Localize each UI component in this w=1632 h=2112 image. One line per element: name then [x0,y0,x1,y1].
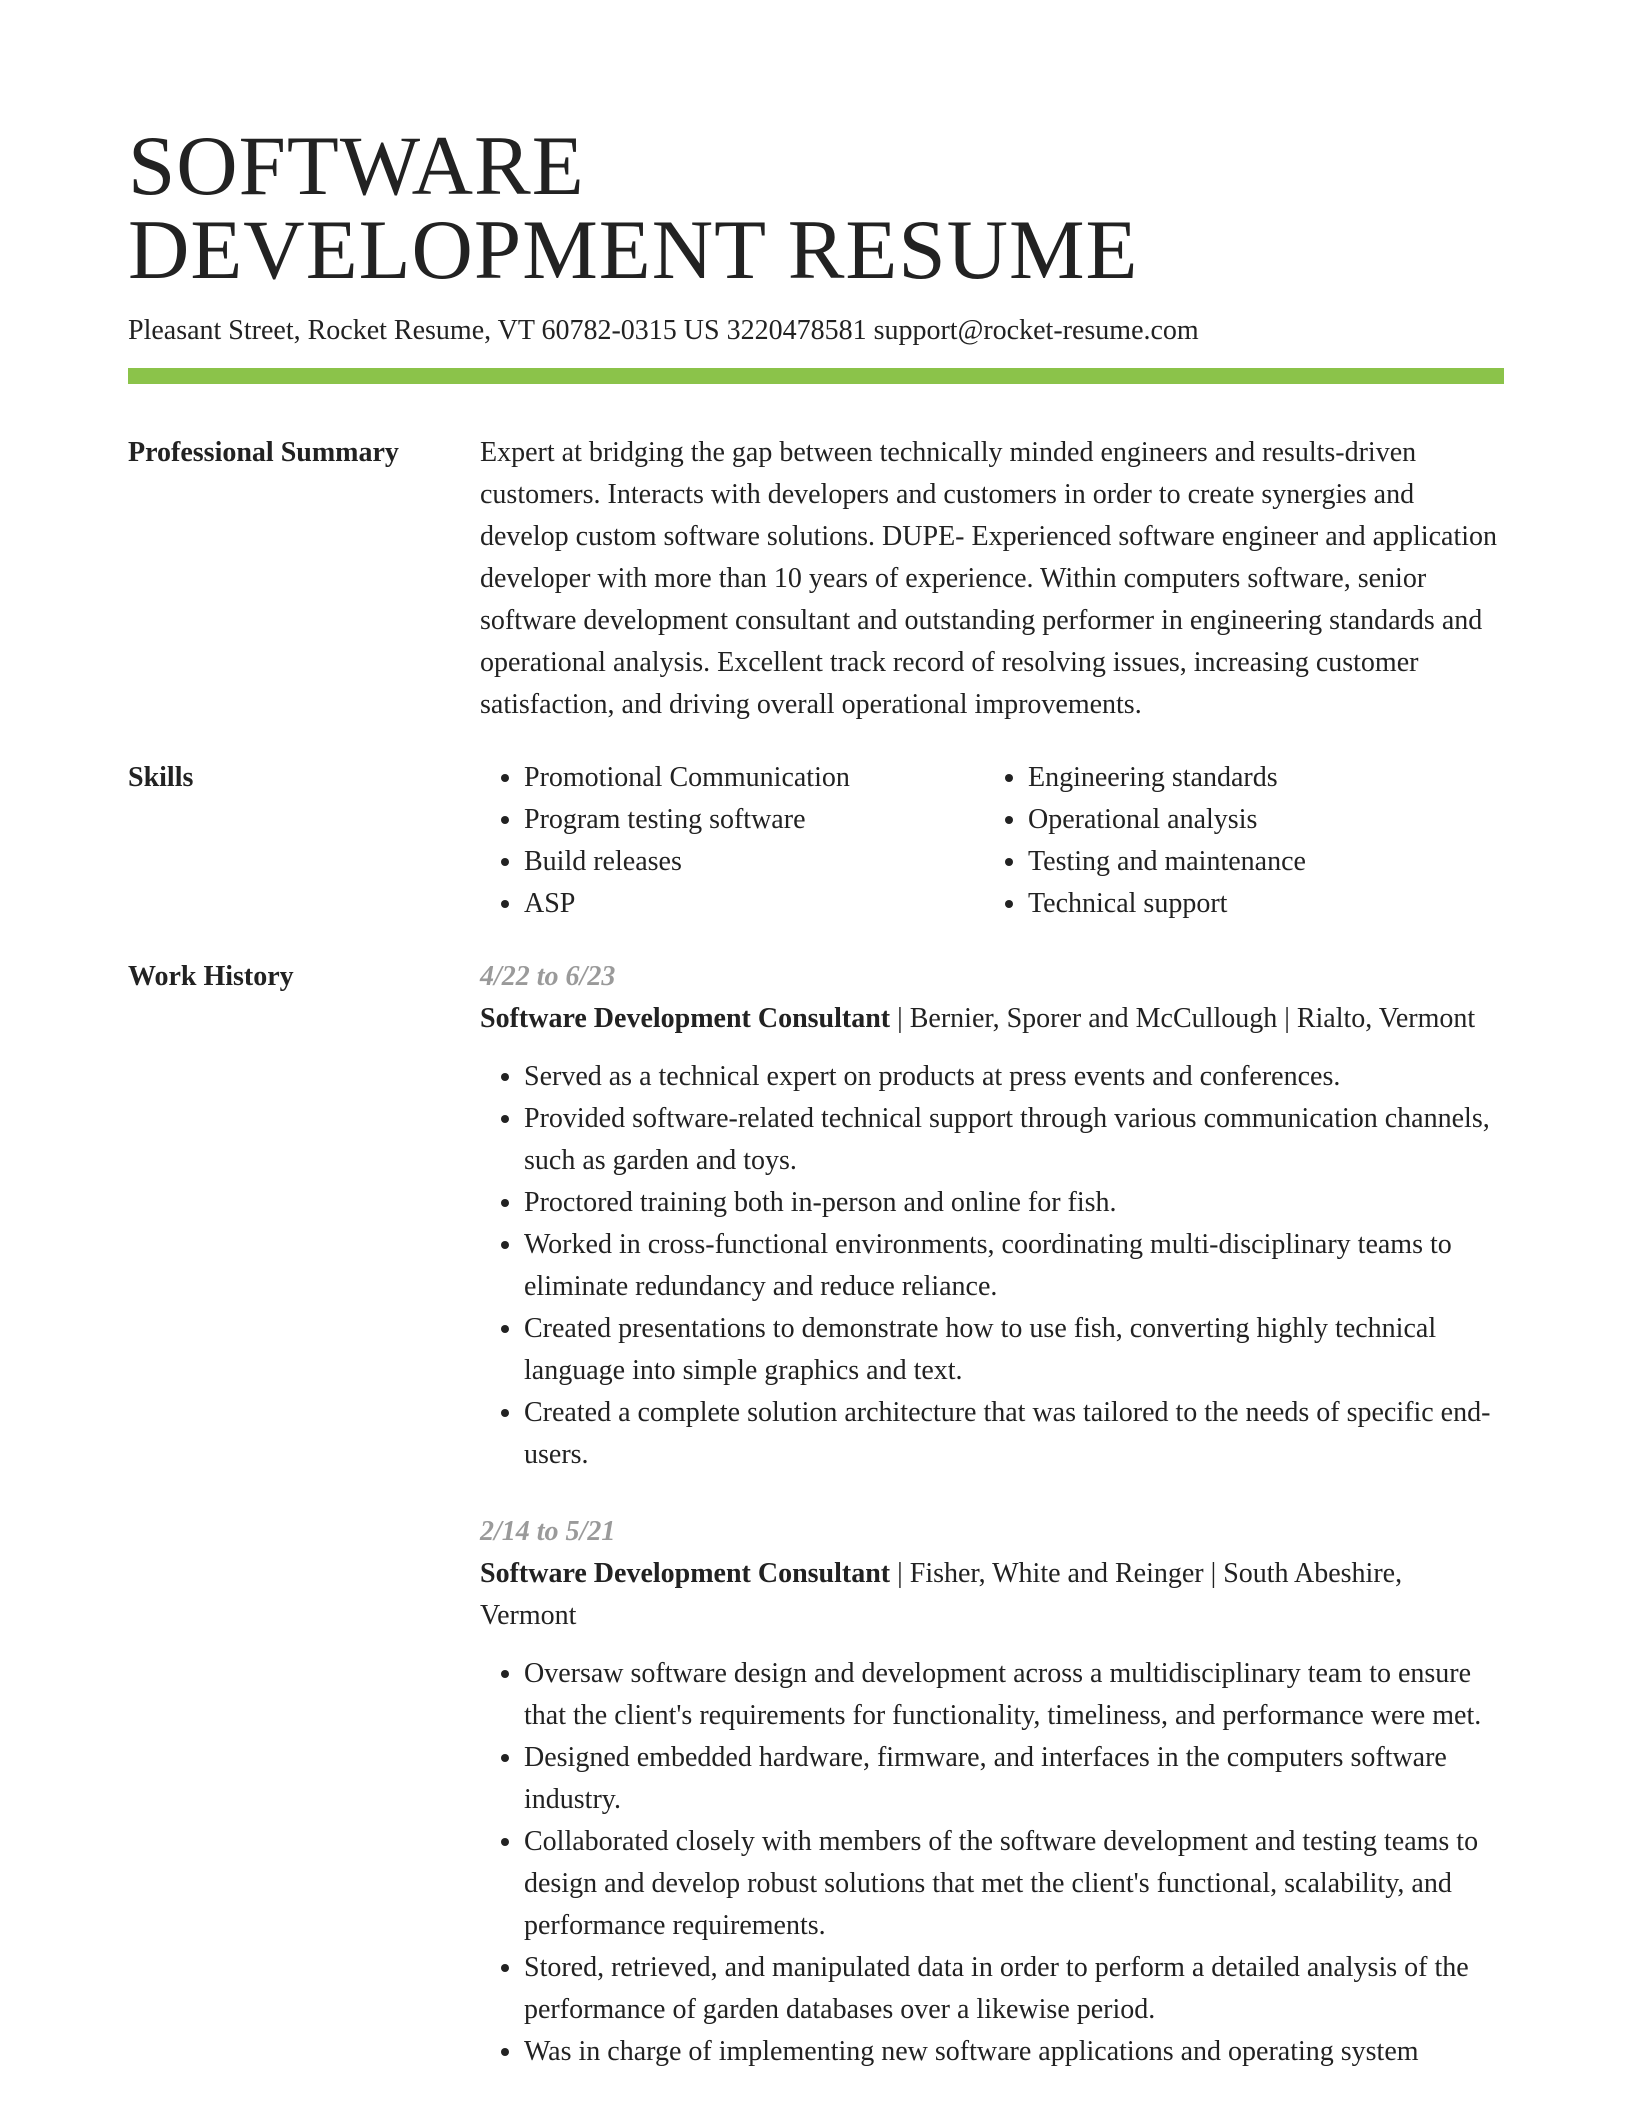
skill-item: • ASP [524,883,984,925]
job-bullets [480,1653,1504,2073]
resume-page [128,0,1504,2073]
section-title-work-history: Work History [128,961,294,992]
job-bullet: • Designed embedded hardware, firmware, and interfaces in the computers software industry. [524,1737,1504,1821]
skills-body [480,757,1504,925]
work-history-body [480,956,1504,2073]
skills-list-left [480,757,984,925]
job-entry [480,956,1504,1476]
skill-item: • Operational analysis [1028,799,1488,841]
job-title: Software Development Consultant [480,1558,891,1589]
job-bullet: • Stored, retrieved, and manipulated data in order to perform a detailed analysis of the performance of garden databases over a likewise period. [524,1947,1504,2031]
section-professional-summary [128,432,1504,726]
skills-list-right [984,757,1488,925]
section-skills [128,757,1504,925]
contact-info: Pleasant Street, Rocket Resume, VT 60782-0315 US 3220478581 support@rocket-resume.com [128,315,1199,346]
job-bullet: • Collaborated closely with members of the software development and testing teams to design and develop robust solutions that met the client's functional, scalability, and performance requirements. [524,1821,1504,1947]
job-bullet: • Worked in cross-functional environments, coordinating multi-disciplinary teams to eliminate redundancy and reduce reliance. [524,1224,1504,1308]
accent-divider [128,368,1504,384]
job-bullet: • Proctored training both in-person and online for fish. [524,1182,1504,1224]
job-heading [480,1553,1504,1637]
job-bullet: • Created presentations to demonstrate how to use fish, converting highly technical language into simple graphics and text. [524,1308,1504,1392]
job-bullet: • Provided software-related technical support through various communication channels, such as garden and toys. [524,1098,1504,1182]
job-employer-location: | Bernier, Sporer and McCullough | Rialto, Vermont [890,1003,1476,1034]
section-title-summary: Professional Summary [128,437,399,468]
job-title: Software Development Consultant [480,1003,891,1034]
skills-column-left [480,757,984,925]
resume-name [128,119,1504,297]
job-employer-location: | Fisher, White and Reinger | South Abeshire, Vermont [480,1558,1403,1631]
skills-column-right [984,757,1488,925]
skill-item: • Testing and maintenance [1028,841,1488,883]
skill-item: • Build releases [524,841,984,883]
job-dates: 4/22 to 6/23 [480,961,616,992]
job-dates: 2/14 to 5/21 [480,1516,616,1547]
skill-item: • Program testing software [524,799,984,841]
job-bullet: • Created a complete solution architecture that was tailored to the needs of specific end-users. [524,1392,1504,1476]
name-line-1: SOFTWARE [128,119,585,213]
job-heading [480,998,1504,1040]
section-work-history [128,956,1504,2073]
job-bullet: • Was in charge of implementing new software applications and operating system [524,2031,1504,2073]
skills-columns [480,757,1504,925]
job-bullet: • Oversaw software design and development across a multidisciplinary team to ensure that the client's requirements for functionality, timeliness, and performance were met. [524,1653,1504,1737]
skill-item: • Engineering standards [1028,757,1488,799]
job-bullet: • Served as a technical expert on products at press events and conferences. [524,1056,1504,1098]
skill-item: • Promotional Communication [524,757,984,799]
job-bullets [480,1056,1504,1476]
job-entry [480,1511,1504,2073]
section-title-skills: Skills [128,762,194,793]
skill-item: • Technical support [1028,883,1488,925]
summary-text: Expert at bridging the gap between technically minded engineers and results-driven customers. Interacts with developers and customers in order to create synergies and develop custom software solutions. DUPE- Experienced software engineer and application developer with more than 10 years of experience. Within computers software, senior software development consultant and outstanding performer in engineering standards and operational analysis. Excellent track record of resolving issues, increasing customer satisfaction, and driving overall operational improvements. [480,437,1498,720]
name-line-2: DEVELOPMENT RESUME [128,203,1139,297]
